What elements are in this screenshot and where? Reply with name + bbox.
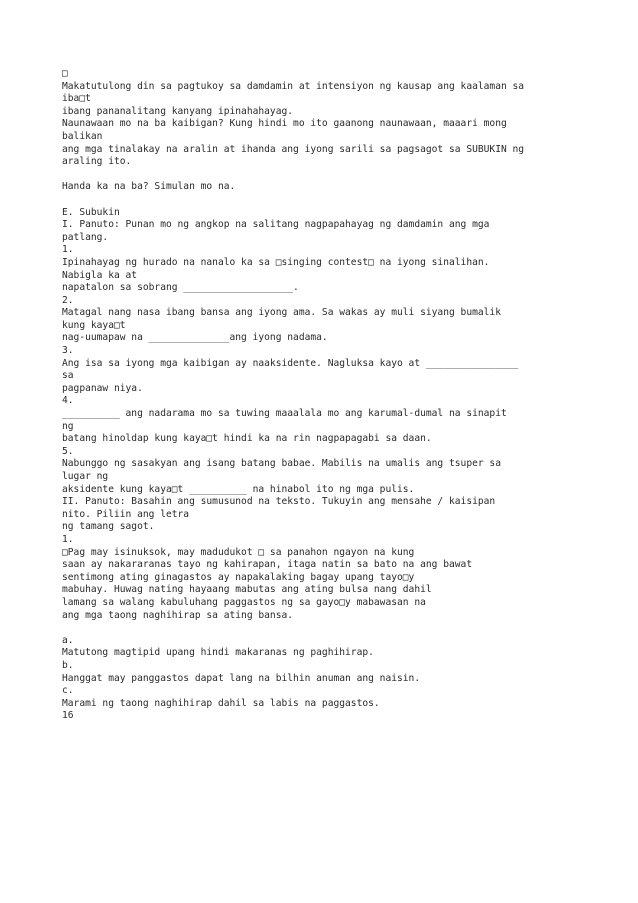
text-line: b. xyxy=(62,659,74,671)
blank-line xyxy=(62,622,602,635)
text-line: nag-uumapaw na ______________ang iyong nadama. xyxy=(62,332,328,344)
text-line: aksidente kung kaya□t __________ na hinabol ito ng mga pulis. xyxy=(62,483,415,495)
text-line: c. xyxy=(62,685,74,697)
text-line: 3. xyxy=(62,345,74,357)
text-line: Hanggat may panggastos dapat lang na bilhin anuman ang naisin. xyxy=(62,672,421,684)
text-line: batang hinoldap kung kaya□t hindi ka na rin nagpapagabi sa daan. xyxy=(62,433,432,445)
text-line: sentimong ating ginagastos ay napakalaking bagay upang tayo□y xyxy=(62,571,415,583)
text-line: napatalon sa sobrang ___________________. xyxy=(62,282,299,294)
text-line: Ipinahayag ng hurado na nanalo ka sa □singing contest□ na iyong sinalihan. xyxy=(62,256,490,268)
text-line: mabuhay. Huwag nating hayaang mabutas ang ating bulsa nang dahil xyxy=(62,584,432,596)
text-line: E. Subukin xyxy=(62,206,120,218)
text-line: a. xyxy=(62,634,74,646)
text-line: Matutong magtipid upang hindi makaranas ng paghihirap. xyxy=(62,647,374,659)
text-line: 1. xyxy=(62,533,74,545)
text-line: Marami ng taong naghihirap dahil sa labis na paggastos. xyxy=(62,697,380,709)
text-line: I. Panuto: Punan mo ng angkop na salitang nagpapahayag ng damdamin ang mga xyxy=(62,219,490,231)
text-line: 5. xyxy=(62,445,74,457)
text-line: Matagal nang nasa ibang bansa ang iyong ama. Sa wakas ay muli siyang bumalik xyxy=(62,307,501,319)
text-line: lugar ng xyxy=(62,471,109,482)
text-line: ang mga tinalakay na aralin at ihanda ang iyong sarili sa pagsagot sa SUBUKIN ng xyxy=(62,143,525,155)
text-line: Makatutulong din sa pagtukoy sa damdamin at intensiyon ng kausap ang kaalaman sa xyxy=(62,80,525,92)
text-line: □ xyxy=(62,68,68,79)
text-line: __________ ang nadarama mo sa tuwing maaalala mo ang karumal-dumal na sinapit xyxy=(62,408,507,420)
text-line: Ang isa sa iyong mga kaibigan ay naaksidente. Nagluksa kayo at ________________ xyxy=(62,357,519,369)
text-line: ng tamang sagot. xyxy=(62,521,155,533)
text-line: sa xyxy=(62,370,74,382)
text-line: 1. xyxy=(62,244,74,256)
text-line: araling ito. xyxy=(62,156,132,168)
blank-line xyxy=(62,194,602,207)
text-line: Nabunggo ng sasakyan ang isang batang babae. Mabilis na umalis ang tsuper sa xyxy=(62,458,501,470)
text-line: iba□t xyxy=(62,93,91,105)
text-line: kung kaya□t xyxy=(62,319,126,331)
text-line: Naunawaan mo na ba kaibigan? Kung hindi mo ito gaanong naunawaan, maaari mong xyxy=(62,118,507,130)
text-line: lamang sa walang kabuluhang paggastos ng sa gayo□y mabawasan na xyxy=(62,596,426,608)
text-line: ang mga taong naghihirap sa ating bansa. xyxy=(62,609,294,621)
text-line: □Pag may isinuksok, may madudukot □ sa panahon ngayon na kung xyxy=(62,546,415,558)
text-line: Nabigla ka at xyxy=(62,269,138,281)
text-line: saan ay nakararanas tayo ng kahirapan, itaga natin sa bato na ang bawat xyxy=(62,559,473,571)
text-line: 4. xyxy=(62,395,74,407)
text-line: balikan xyxy=(62,130,103,142)
text-line: II. Panuto: Basahin ang sumusunod na teksto. Tukuyin ang mensahe / kaisipan xyxy=(62,496,496,508)
text-line: pagpanaw niya. xyxy=(62,382,143,394)
text-line: patlang. xyxy=(62,231,109,243)
text-line: Handa ka na ba? Simulan mo na. xyxy=(62,181,236,193)
blank-line xyxy=(62,169,602,182)
text-line: ibang pananalitang kanyang ipinahahayag. xyxy=(62,105,294,117)
text-line: nito. Piliin ang letra xyxy=(62,508,190,520)
text-line: 2. xyxy=(62,294,74,306)
page-number: 16 xyxy=(62,710,74,722)
text-line: ng xyxy=(62,420,74,432)
document-page xyxy=(62,68,602,723)
